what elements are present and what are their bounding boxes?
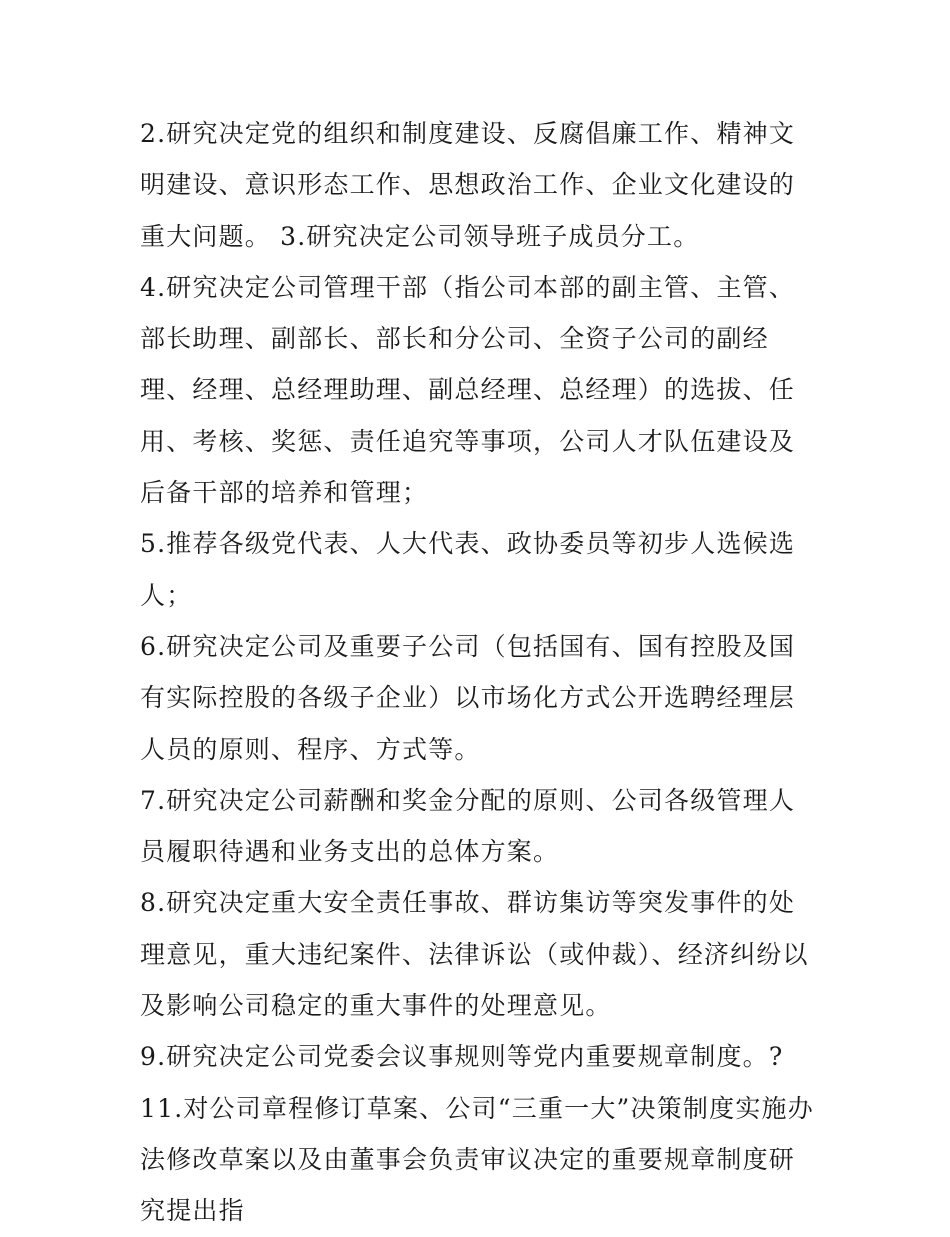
paragraph-item-5: 5.推荐各级党代表、人大代表、政协委员等初步人选候选人； <box>140 529 796 610</box>
paragraph-item-2: 2.研究决定党的组织和制度建设、反腐倡廉工作、精神文明建设、意识形态工作、思想政治工作、企业文化建设的重大问题。 3.研究决定公司领导班子成员分工。 <box>140 119 796 251</box>
paragraph-item-7: 7.研究决定公司薪酬和奖金分配的原则、公司各级管理人员履职待遇和业务支出的总体方案。 <box>140 785 796 867</box>
paragraph-item-8: 8.研究决定重大安全责任事故、群访集访等突发事件的处理意见，重大违纪案件、法律诉讼（或仲裁）、经济纠纷以及影响公司稳定的重大事件的处理意见。 <box>140 888 809 1021</box>
paragraph-item-6: 6.研究决定公司及重要子公司（包括国有、国有控股及国有实际控股的各级子企业）以市场化方式公开选聘经理层人员的原则、程序、方式等。 <box>140 631 796 764</box>
document-body <box>140 108 820 1237</box>
paragraph-item-9: 9.研究决定公司党委会议事规则等党内重要规章制度。? <box>140 1042 784 1072</box>
paragraph-item-4: 4.研究决定公司管理干部（指公司本部的副主管、主管、部长助理、副部长、部长和分公司、全资子公司的副经理、经理、总经理助理、副总经理、总经理）的选拔、任用、考核、奖惩、责任追究等事项，公司人才队伍建设及后备干部的培养和管理； <box>140 272 796 508</box>
paragraph-item-11: 11.对公司章程修订草案、公司“三重一大”决策制度实施办法修改草案以及由董事会负责审议决定的重要规章制度研究提出指 <box>140 1093 814 1226</box>
